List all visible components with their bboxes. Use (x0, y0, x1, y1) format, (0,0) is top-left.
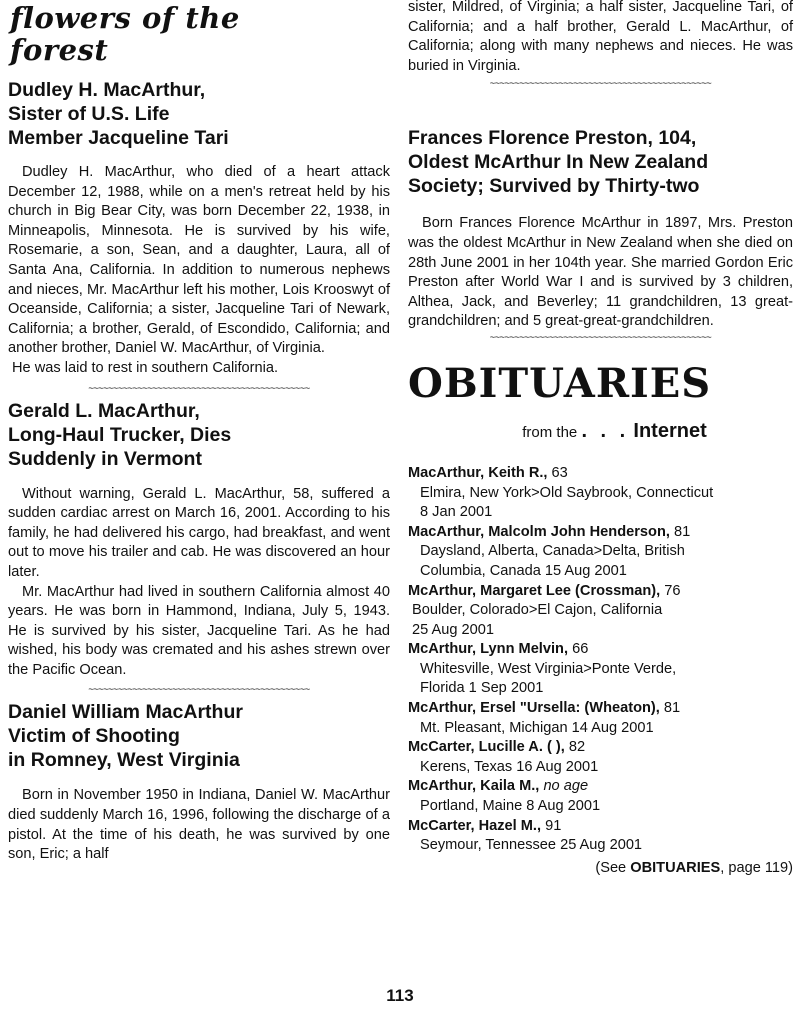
article-body (8, 163, 390, 379)
article-headline: Dudley H. MacArthur, Sister of U.S. Life Member Jacqueline Tari (8, 79, 229, 149)
subtitle-dots: . . . (581, 419, 630, 442)
article-body (8, 485, 390, 681)
article-paragraph: He was laid to rest in southern California. (12, 359, 279, 376)
see-also-note (408, 860, 793, 876)
continued-text (408, 0, 793, 76)
entry-detail: Seymour, Tennessee 25 Aug 2001 (420, 837, 643, 854)
separator: ~~~~~~~~~~~~~~~~~~~~~~~~~~~~~~~~~~~~~~~~~~~~~ (88, 383, 310, 394)
see-also-prefix: (See (595, 859, 627, 876)
entry-age: 63 (551, 464, 568, 481)
entry-name: McArthur, Ersel "Ursella: (Wheaton), (408, 700, 660, 717)
entry-detail: Elmira, New York>Old Saybrook, Connecticut 8 Jan 2001 (420, 484, 714, 521)
page-number: 113 (386, 986, 414, 1005)
article-headline: Daniel William MacArthur Victim of Shooting in Romney, West Virginia (8, 701, 243, 772)
obituaries-title: OBITUARIES (408, 359, 712, 407)
list-item (408, 777, 793, 816)
article-paragraph: sister, Mildred, of Virginia; a half sister, Jacqueline Tari, of California; and a half brother, Gerald L. MacArthur, of California; along with many nephews and nieces. He was buried in Virginia. (408, 0, 793, 74)
subtitle-from: from the (522, 423, 578, 441)
obituaries-subtitle (436, 418, 793, 446)
separator: ~~~~~~~~~~~~~~~~~~~~~~~~~~~~~~~~~~~~~~~~~~~~~ (489, 79, 712, 90)
article-paragraph: Born Frances Florence McArthur in 1897, Mrs. Preston was the oldest McArthur in New Zealand when she died on 28th June 2001 in her 104th year. She married Gordon Eric Preston after World War I and is survived by 3 children, Althea, Jack, and Beverley; 11 grandchildren, 13 great-grandchildren; and 5 great-great-grandchildren. (408, 215, 793, 330)
entry-detail: Boulder, Colorado>El Cajon, California 25 Aug 2001 (412, 602, 663, 638)
entry-age: 81 (663, 700, 681, 717)
list-item (408, 817, 793, 856)
entry-age: 66 (572, 641, 589, 658)
right-column (408, 0, 793, 876)
entry-age: 76 (664, 582, 681, 599)
subtitle-internet: Internet (633, 419, 707, 442)
list-item (408, 582, 793, 641)
entry-name: McCarter, Hazel M., (408, 817, 542, 834)
obituary-list (408, 464, 793, 856)
article-paragraph: Born in November 1950 in Indiana, Daniel W. MacArthur died suddenly March 16, 1996, following the discharge of a pistol. At the time of his death, he was survived by one son, Eric; a half (8, 787, 390, 863)
entry-detail: Whitesville, West Virginia>Ponte Verde, Florida 1 Sep 2001 (420, 660, 677, 697)
entry-detail: Mt. Pleasant, Michigan 14 Aug 2001 (420, 719, 654, 736)
list-item (408, 464, 793, 523)
see-also-bold: OBITUARIES (630, 859, 721, 876)
see-also-suffix: , page 119) (720, 859, 793, 876)
entry-detail: Daysland, Alberta, Canada>Delta, British Columbia, Canada 15 Aug 2001 (420, 543, 685, 579)
entry-name: McArthur, Margaret Lee (Crossman), (408, 582, 661, 599)
article-body (8, 786, 390, 864)
entry-name: McArthur, Kaila M., (408, 778, 540, 795)
list-item (408, 738, 793, 777)
list-item (408, 699, 793, 738)
separator: ~~~~~~~~~~~~~~~~~~~~~~~~~~~~~~~~~~~~~~~~~~~~~ (489, 332, 712, 343)
entry-detail: Portland, Maine 8 Aug 2001 (420, 798, 601, 815)
entry-age: 82 (568, 739, 586, 756)
article-paragraph: Mr. MacArthur had lived in southern California almost 40 years. He was born in Hammond, Indiana, July 5, 1943. He is survived by his sister, Jacqueline Tari. As he had wished, his body was cremated and his ashes strewn over the Pacific Ocean. (8, 583, 390, 678)
article-headline: Frances Florence Preston, 104, Oldest McArthur In New Zealand Society; Survived by Thirty-two (408, 127, 709, 198)
entry-age: 81 (673, 523, 691, 540)
entry-name: McArthur, Lynn Melvin, (408, 641, 569, 658)
separator: ~~~~~~~~~~~~~~~~~~~~~~~~~~~~~~~~~~~~~~~~~~~~~ (88, 685, 310, 696)
masthead-title: flowers of the forest (10, 1, 240, 67)
entry-name: MacArthur, Malcolm John Henderson, (408, 523, 670, 540)
entry-detail: Kerens, Texas 16 Aug 2001 (420, 758, 599, 775)
article-paragraph: Dudley H. MacArthur, who died of a heart attack December 12, 1988, while on a men's retreat held by his church in Big Bear City, was born December 22, 1938, in Minneapolis, Minnesota. He is survived by his wife, Rosemarie, a son, Sean, and a daughter, Laura, all of Santa Ana, California. In addition to numerous nephews and nieces, Mr. MacArthur left his mother, Lois Krooswyt of Oceanside, California; a sister, Jacqueline Tari of Newark, California; a brother, Gerald, of Escondido, California; and another brother, Daniel W. MacArthur, of Virginia. (8, 164, 390, 357)
entry-name: MacArthur, Keith R., (408, 464, 548, 481)
entry-age: no age (543, 778, 589, 795)
entry-name: McCarter, Lucille A. ( ), (408, 739, 565, 756)
article-paragraph: Without warning, Gerald L. MacArthur, 58, suffered a sudden cardiac arrest on March 16, 2001. According to his family, he had delivered his cargo, had breakfast, and went out to move his trailer and cab. He was discovered an hour later. (8, 485, 390, 580)
article-body (408, 214, 793, 332)
list-item (408, 640, 793, 699)
left-column (8, 0, 390, 865)
entry-age: 91 (545, 817, 562, 834)
list-item (408, 523, 793, 582)
article-headline: Gerald L. MacArthur, Long-Haul Trucker, Dies Suddenly in Vermont (8, 399, 232, 470)
